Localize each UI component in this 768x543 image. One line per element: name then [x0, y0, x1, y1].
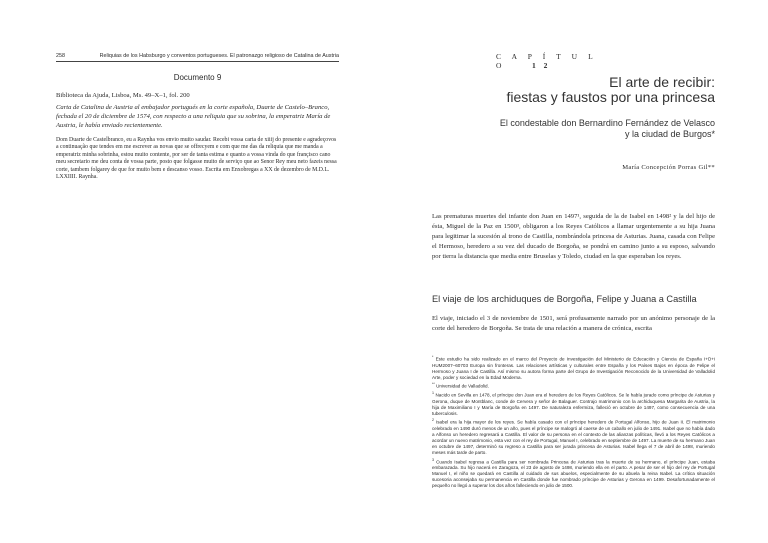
page-number: 258: [56, 53, 65, 59]
footnote-mark: 2: [432, 418, 434, 423]
footnote-text: Universidad de Valladolid.: [436, 383, 489, 389]
footnote-mark: 3: [432, 457, 434, 462]
subtitle-line-2: y la ciudad de Burgos*: [624, 129, 715, 139]
document-source: Biblioteca da Ajuda, Lisboa, Ms. 49–X–1, fol. 200: [56, 92, 190, 99]
running-title: Reliquias de los Habsburgo y conventos portugueses. El patronazgo religioso de Catalina de Austria: [99, 53, 339, 59]
footnote-text: Nacido en Sevilla en 1478, el príncipe don Juan era el heredero de los Reyes Católicos. Se le había jurado como príncipe de Asturias y Gerona, duque de Montblanc, conde de Cervera y señor de Balaguer. Contrajo matrimonio con la archiduquesa Margarita de Austria, la hija de Maximiliano I y María de Borgoña en 1497. De naturaleza enfermiza, falleció en octubre de 1497, como consecuencia de una tuberculosis.: [432, 392, 716, 416]
chapter-number: 1 2: [531, 61, 551, 70]
section-heading: El viaje de los archiduques de Borgoña, Felipe y Juana a Castilla: [432, 294, 697, 304]
document-description: Carta de Catalina de Austria al embajador portugués en la corte española, Duarte de Castelo–Branco, fechada el 20 de diciembre de 1574, con respecto a una reliquia que su sobrina, la emperatriz María de Austria, le había enviado recientemente.: [56, 104, 331, 129]
subtitle-line-1: El condestable don Bernardino Fernández de Velasco: [499, 118, 715, 128]
section-paragraph: El viaje, iniciado el 3 de noviembre de 1501, será profusamente narrado por un anónimo personaje de la corte del heredero de Borgoña. Se trata de una relación a manera de crónica, escrita: [432, 315, 715, 332]
document-title: Documento 9: [173, 73, 222, 82]
footnote-text: Este estudio ha sido realizado en el marco del Proyecto de Investigación del Ministerio de Educación y Ciencia de España I+D+i HUM2007–60703 Europa sin fronteras. Las relaciones artísticas y culturales entre España y los Países Bajos en época de Felipe el Hermoso y Juana I de Castilla. Así mismo su autora forma parte del Grupo de Investigación Reconocido de la Universidad de Valladolid Arte, poder y sociedad en la Edad Moderna.: [432, 356, 715, 380]
chapter-heading: [496, 52, 632, 70]
footnote: [432, 390, 715, 417]
footnote-text: Isabel era la hija mayor de los reyes. Se había casado con el príncipe heredero de Portugal Alfonso, hijo de Juan II. El matrimonio celebrado en 1490 duró menos de un año, pues el príncipe se malogró al caerse de un caballo en julio de 1491. Isabel que no había dado a Alfonso un heredero regresará a Castilla. El valor de su persona en el contexto de las alianzas políticas, llevó a los Reyes Católicos a acordar un nuevo matrimonio, esta vez con el rey de Portugal, Manuel I, celebrado en septiembre de 1497. La muerte de su hermano Juan en octubre de 1497, determinó su regreso a Castilla para ser jurada princesa de Asturias. Isabel llega el 7 de abril de 1498, muriendo meses más tarde de parto.: [432, 419, 715, 455]
footnote-mark: *: [432, 355, 434, 359]
footnote: [432, 457, 715, 490]
author-name: María Concepción Porras Gil**: [622, 164, 715, 171]
title-line-1: El arte de recibir:: [609, 74, 715, 90]
footnote-mark: **: [432, 382, 435, 387]
letter-transcription: Dom Duarte de Castelbranco, eu a Raynha vos envio muito saudar. Recebi vossa carta de xiiij do presente e agradeçovos a continuação que tendes em me escrever as novas que se offrecyem e com que me das da reliquia que me manda a emperatriz minha sobrinha, estou muito contente, por ser de tanta estima e quanto a vossa vinda do que françisco cano meu secretario me deu conta de vossa parte, posto que folgasse muito de serviço que ao Senor Rey meu neto fazeis nessa corte, tambem folgarey de que for muito bem e descanso vosso. Escrita em Enxobregas a XX de dezembro de M.D.L. LXXIIII. Raynha.: [56, 137, 337, 181]
chapter-label: C A P Í T U L O: [496, 52, 598, 70]
chapter-subtitle: [432, 118, 715, 140]
title-line-2: fiestas y faustos por una princesa: [506, 89, 715, 105]
footnote: [432, 381, 715, 390]
footnote: [432, 354, 715, 381]
left-running-header: [56, 53, 339, 62]
footnote-mark: 1: [432, 391, 434, 396]
intro-paragraph: Las prematuras muertes del infante don Juan en 1497¹, seguida de la de Isabel en 1498² y la del hijo de ésta, Miguel de la Paz en 1500³, obligaron a los Reyes Católicos a llamar urgentemente a su hija Juana para legitimar la sucesión al trono de Castilla, nombrándola princesa de Asturias. Juana, casada con Felipe el Hermoso, heredero a su vez del ducado de Borgoña, se pondrá en camino junto a su esposo, salvando por tierra la distancia que media entre Bruselas y Toledo, ciudad en la que esperaban los reyes.: [432, 213, 715, 260]
chapter-title: [432, 75, 715, 105]
footnote-text: Cuando Isabel regresa a Castilla para ser nombrada Princesa de Asturias tras la muerte de su hermano, el príncipe Juan, estaba embarazada. Su hijo nacerá en Zaragoza, el 23 de agosto de 1498, muriendo ella en el parto. A pesar de ser el hijo del rey de Portugal Manuel I, el niño se quedará en Castilla al cuidado de sus abuelos, especialmente de su abuela la reina Isabel. La crítica situación sucesoria aconsejaba su permanencia en Castilla donde fue nombrado príncipe de Asturias y Gerona en 1499. Desafortunadamente el pequeño no llegó a superar los dos años falleciendo en julio de 1500.: [432, 459, 716, 489]
footnote: [432, 417, 715, 456]
footnotes: [432, 354, 715, 490]
